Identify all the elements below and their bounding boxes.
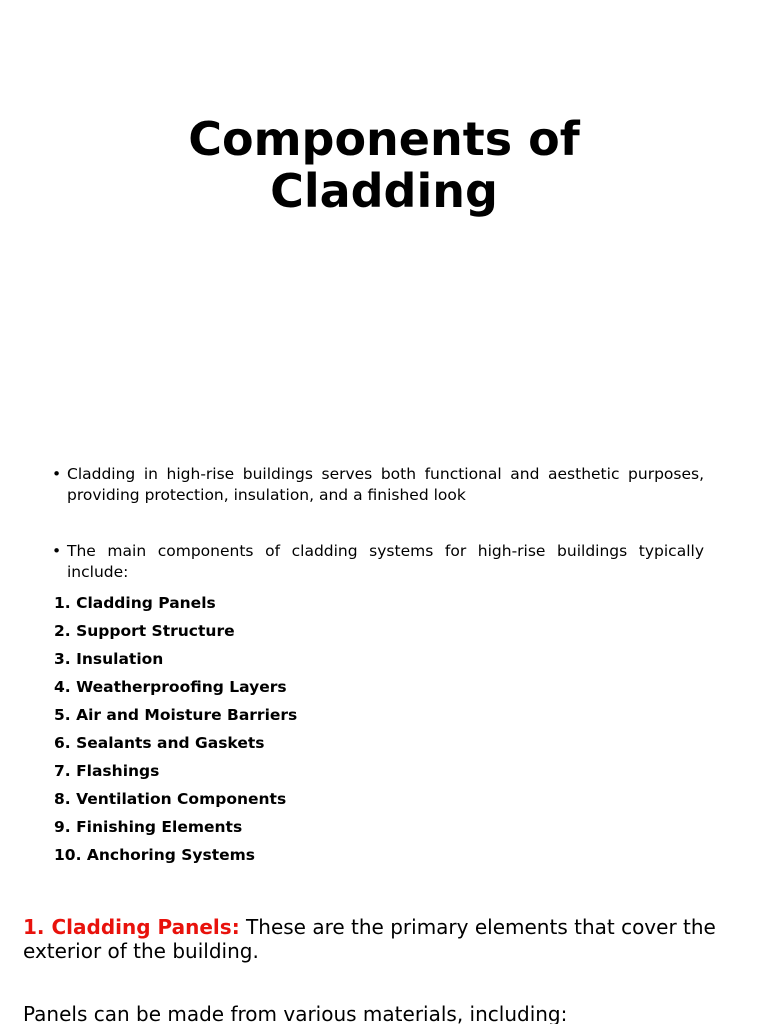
list-item: 10. Anchoring Systems [54, 846, 256, 864]
title-line-1: Components of [188, 112, 580, 166]
bullet-item [52, 541, 704, 583]
section-heading: 1. Cladding Panels: [23, 915, 240, 939]
list-item: 3. Insulation [54, 650, 164, 668]
list-item: 6. Sealants and Gaskets [54, 734, 265, 752]
section-description: These are the primary elements that cover the exterior of the building. [23, 915, 716, 963]
page-title [0, 113, 768, 217]
bullet-text: The main components of cladding systems for high-rise buildings typically include: [67, 542, 704, 581]
bullet-text: Cladding in high-rise buildings serves both functional and aesthetic purposes, providing protection, insulation, and a finished look [67, 465, 704, 504]
title-line-2: Cladding [270, 164, 498, 218]
materials-intro: Panels can be made from various materials, including: [23, 1002, 568, 1024]
bullet-list [52, 464, 704, 583]
list-item: 7. Flashings [54, 762, 160, 780]
list-item: 1. Cladding Panels [54, 594, 216, 612]
list-item: 8. Ventilation Components [54, 790, 287, 808]
bullet-item [52, 464, 704, 506]
section-paragraph [23, 915, 733, 963]
bullet-marker: • [52, 542, 62, 560]
list-item: 2. Support Structure [54, 622, 235, 640]
list-item: 5. Air and Moisture Barriers [54, 706, 298, 724]
bullet-marker: • [52, 465, 62, 483]
components-list [54, 589, 297, 869]
list-item: 9. Finishing Elements [54, 818, 243, 836]
list-item: 4. Weatherproofing Layers [54, 678, 287, 696]
